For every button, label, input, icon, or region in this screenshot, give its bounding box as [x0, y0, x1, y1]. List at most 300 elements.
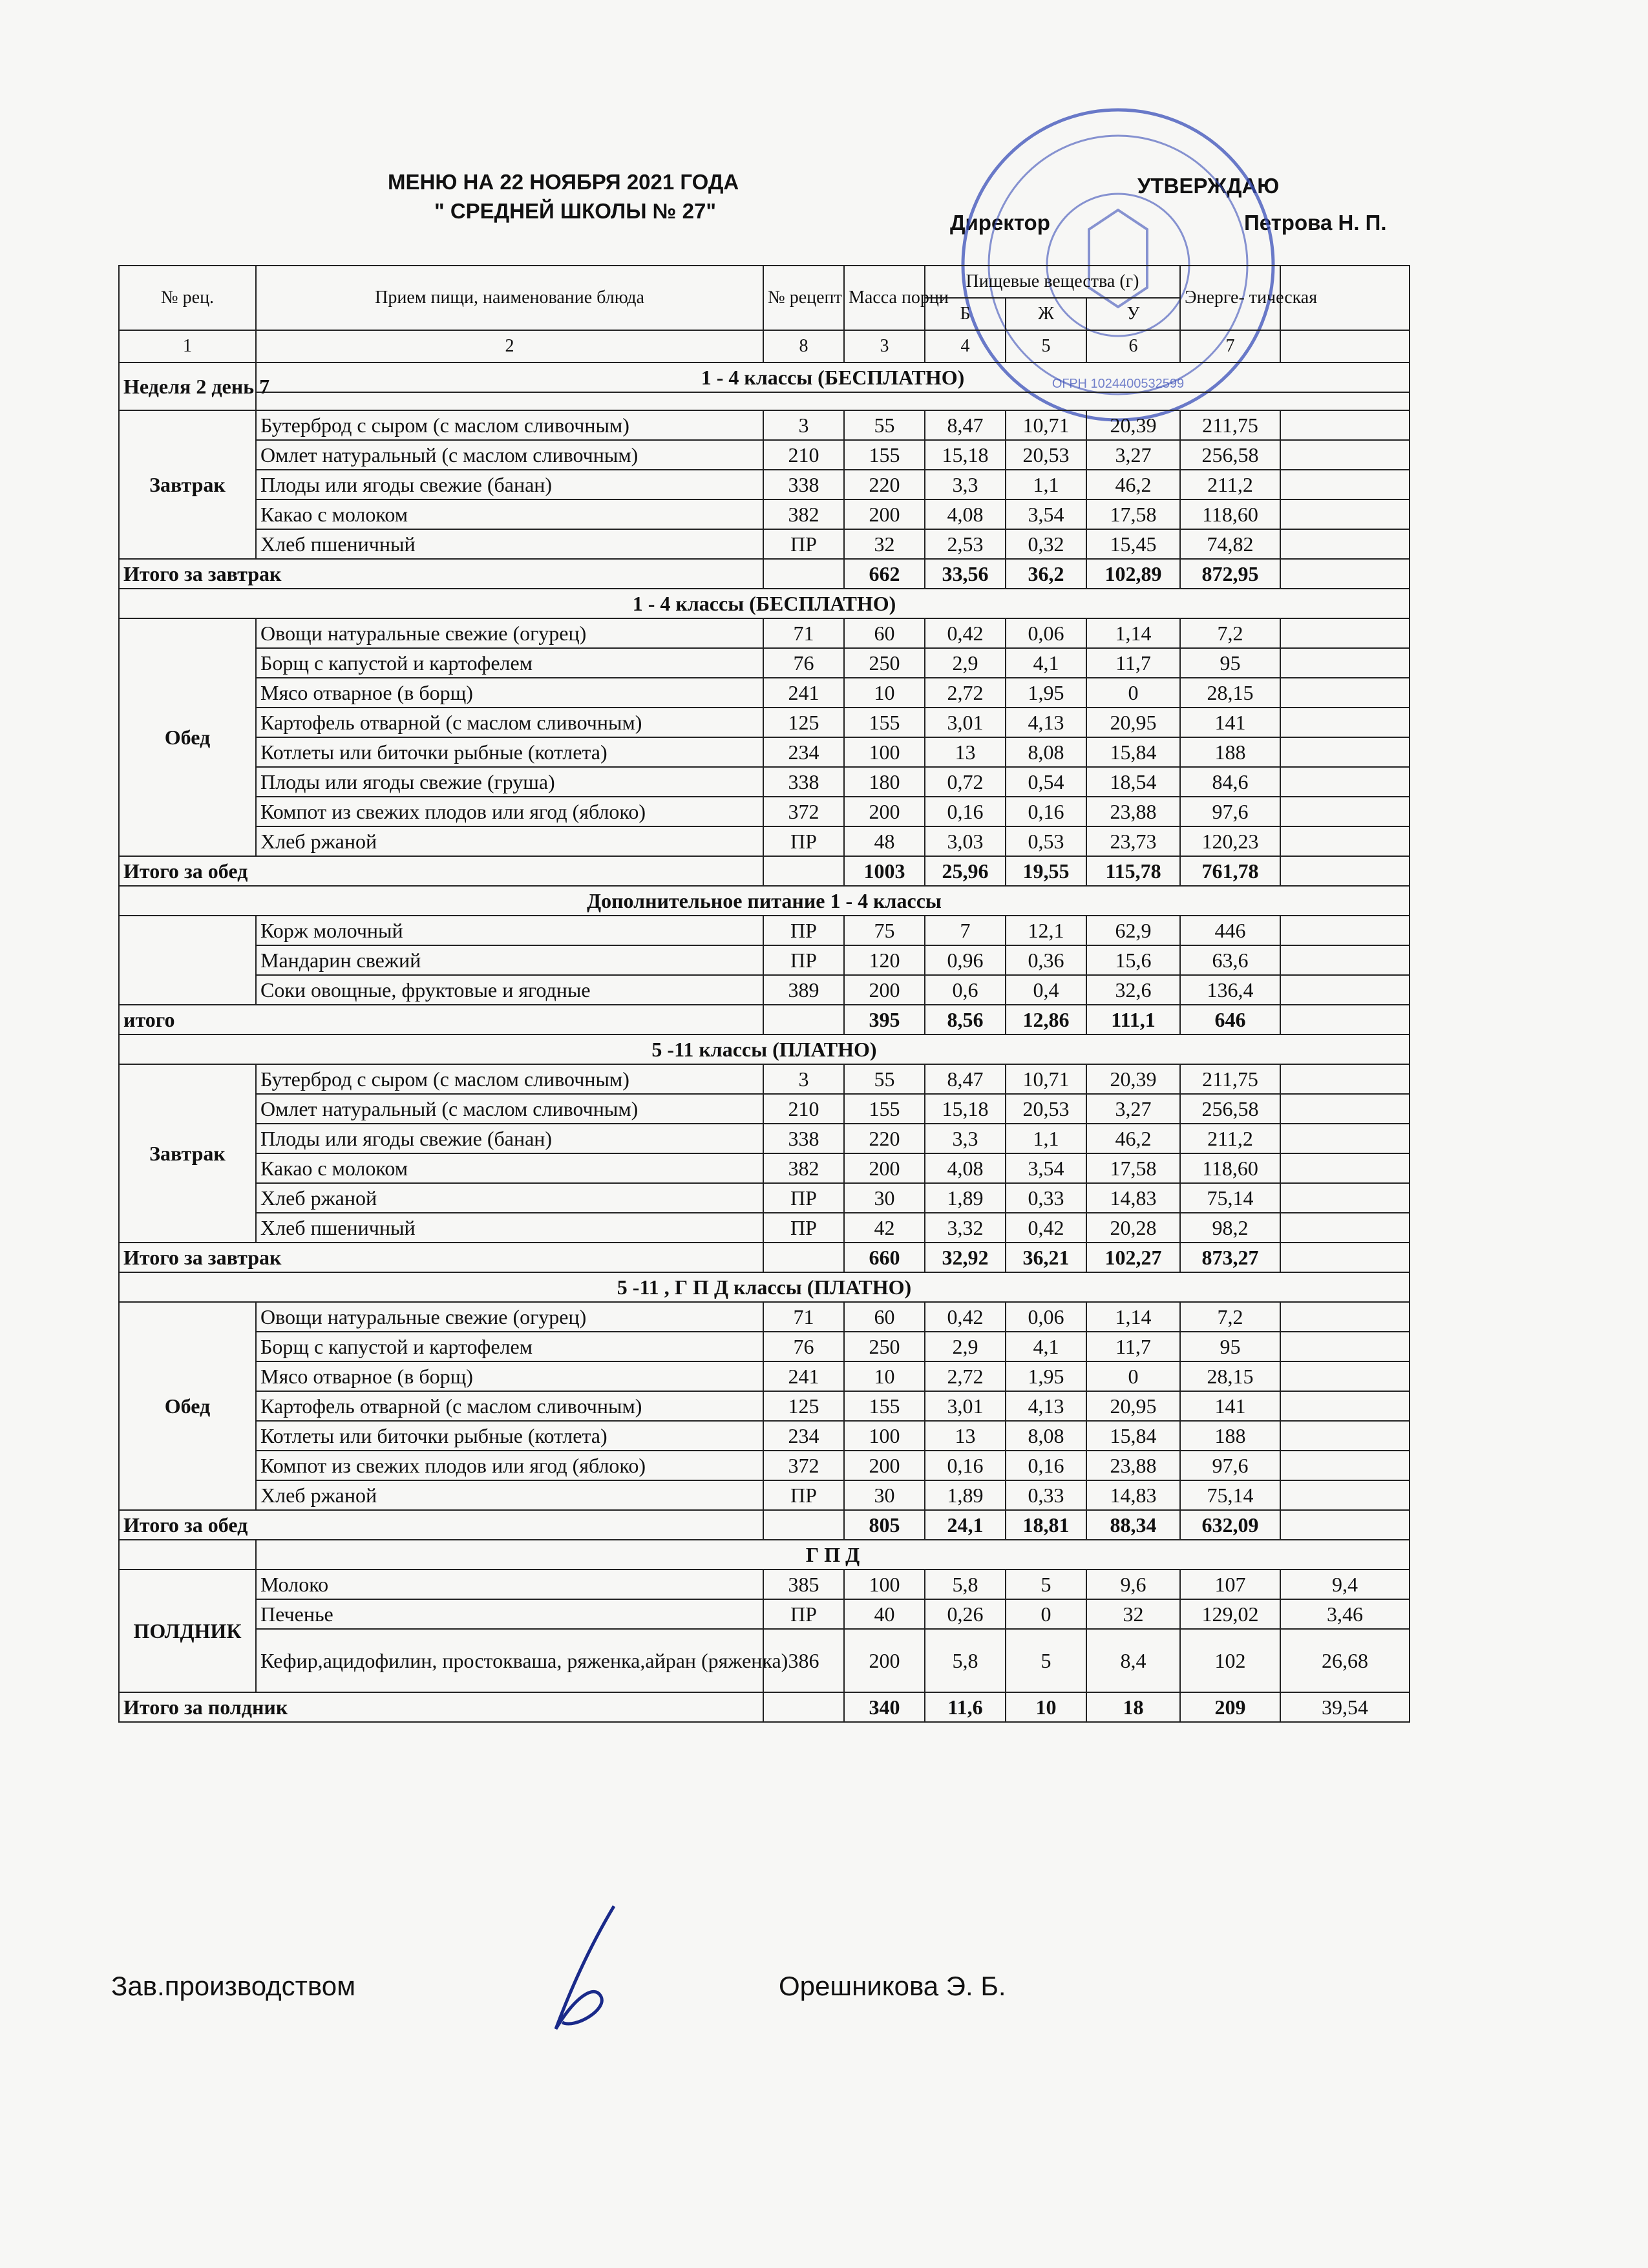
- cell-extra: 9,4: [1280, 1570, 1410, 1599]
- cell-value: 2,9: [925, 1332, 1006, 1361]
- total-value: 12,86: [1006, 1005, 1086, 1034]
- cell-value: 2,53: [925, 529, 1006, 559]
- cell-value: 5,8: [925, 1629, 1006, 1692]
- cell-value: 14,83: [1086, 1183, 1180, 1213]
- meal-label: Завтрак: [119, 1064, 256, 1243]
- section-breakfast-paid: [119, 1064, 1410, 1272]
- cell-value: 234: [763, 737, 844, 767]
- dish-name: Хлеб пшеничный: [256, 1213, 763, 1243]
- section-lunch-paid: [119, 1302, 1410, 1540]
- total-row: [119, 1005, 1410, 1034]
- cell-extra: [1280, 648, 1410, 678]
- cell-value: 1,1: [1006, 1124, 1086, 1153]
- dish-name: Плоды или ягоды свежие (банан): [256, 1124, 763, 1153]
- col-num-rec: № рец.: [119, 266, 256, 330]
- cell-value: 2,9: [925, 648, 1006, 678]
- cell-value: 0,96: [925, 945, 1006, 975]
- cell-value: 1,89: [925, 1480, 1006, 1510]
- cell-value: 386: [763, 1629, 844, 1692]
- total-value: 209: [1180, 1692, 1280, 1722]
- menu-row: [119, 1451, 1410, 1480]
- cell-value: 3,3: [925, 1124, 1006, 1153]
- section-breakfast-free: [119, 410, 1410, 589]
- cell-value: 100: [844, 737, 925, 767]
- dish-name: Плоды или ягоды свежие (груша): [256, 767, 763, 797]
- cell-value: 1,95: [1006, 1361, 1086, 1391]
- meal-label: Завтрак: [119, 410, 256, 559]
- total-row: [119, 1243, 1410, 1272]
- cell-value: 95: [1180, 1332, 1280, 1361]
- cell-value: 4,13: [1006, 1391, 1086, 1421]
- total-extra: [1280, 1005, 1410, 1034]
- cell-extra: [1280, 1183, 1410, 1213]
- cell-value: 20,95: [1086, 1391, 1180, 1421]
- cell-value: 5: [1006, 1629, 1086, 1692]
- cell-value: 1,95: [1006, 678, 1086, 708]
- cell-value: 55: [844, 1064, 925, 1094]
- meal-label: Обед: [119, 1302, 256, 1510]
- total-label: итого: [119, 1005, 763, 1034]
- total-value: 10: [1006, 1692, 1086, 1722]
- section-title: Г П Д: [256, 1540, 1410, 1570]
- col-recipe: № рецепт: [763, 266, 844, 330]
- cell-value: 3,54: [1006, 499, 1086, 529]
- column-header-row: [119, 266, 1410, 298]
- cell-extra: 26,68: [1280, 1629, 1410, 1692]
- cell-extra: [1280, 1480, 1410, 1510]
- cell-value: 10: [844, 678, 925, 708]
- total-value: 340: [844, 1692, 925, 1722]
- cell-value: 141: [1180, 1391, 1280, 1421]
- cell-extra: [1280, 945, 1410, 975]
- cell-value: 62,9: [1086, 916, 1180, 945]
- cell-value: ПР: [763, 1213, 844, 1243]
- total-value: 1003: [844, 856, 925, 886]
- cell-value: 0,42: [925, 618, 1006, 648]
- cell-value: 0,4: [1006, 975, 1086, 1005]
- cell-value: 75: [844, 916, 925, 945]
- cell-value: 234: [763, 1421, 844, 1451]
- cell-value: 200: [844, 1451, 925, 1480]
- cell-value: 0,54: [1006, 767, 1086, 797]
- cell-value: 15,84: [1086, 737, 1180, 767]
- cell-value: 211,75: [1180, 1064, 1280, 1094]
- cell-extra: [1280, 618, 1410, 648]
- cell-extra: [1280, 916, 1410, 945]
- cell-value: 8,47: [925, 410, 1006, 440]
- cell-value: 0,32: [1006, 529, 1086, 559]
- director-name: Петрова Н. П.: [1244, 211, 1387, 235]
- cell-extra: 3,46: [1280, 1599, 1410, 1629]
- cell-value: 125: [763, 1391, 844, 1421]
- section-title: 5 -11 классы (ПЛАТНО): [119, 1034, 1410, 1064]
- cell-extra: [1280, 410, 1410, 440]
- cell-value: 28,15: [1180, 1361, 1280, 1391]
- col-zh: Ж: [1006, 298, 1086, 330]
- cell-value: 211,2: [1180, 1124, 1280, 1153]
- cell-value: 3: [763, 1064, 844, 1094]
- total-value: 662: [844, 559, 925, 589]
- cell-value: 15,18: [925, 1094, 1006, 1124]
- cell-value: ПР: [763, 1480, 844, 1510]
- cell-value: 155: [844, 1094, 925, 1124]
- total-row: [119, 1692, 1410, 1722]
- col-name: Прием пищи, наименование блюда: [256, 266, 763, 330]
- menu-row: [119, 826, 1410, 856]
- total-value: 88,34: [1086, 1510, 1180, 1540]
- cell-value: 210: [763, 440, 844, 470]
- cell-value: 9,6: [1086, 1570, 1180, 1599]
- menu-row: [119, 529, 1410, 559]
- total-value: 115,78: [1086, 856, 1180, 886]
- cell-value: 28,15: [1180, 678, 1280, 708]
- cell-extra: [1280, 1064, 1410, 1094]
- cell-value: 1,14: [1086, 1302, 1180, 1332]
- cell-value: 20,53: [1006, 1094, 1086, 1124]
- cell-value: 200: [844, 797, 925, 826]
- cell-value: 8,08: [1006, 1421, 1086, 1451]
- menu-row: [119, 1124, 1410, 1153]
- cell-value: 12,1: [1006, 916, 1086, 945]
- cell-empty: [763, 1692, 844, 1722]
- cell-value: 155: [844, 1391, 925, 1421]
- menu-row: [119, 1064, 1410, 1094]
- total-value: 873,27: [1180, 1243, 1280, 1272]
- dish-name: Печенье: [256, 1599, 763, 1629]
- cell-value: 15,45: [1086, 529, 1180, 559]
- cell-value: 76: [763, 1332, 844, 1361]
- total-row: [119, 856, 1410, 886]
- menu-row: [119, 648, 1410, 678]
- total-value: 761,78: [1180, 856, 1280, 886]
- cell-value: ПР: [763, 826, 844, 856]
- cell-value: 136,4: [1180, 975, 1280, 1005]
- cell-value: 0,33: [1006, 1480, 1086, 1510]
- menu-row: [119, 1421, 1410, 1451]
- cell-value: 0,72: [925, 767, 1006, 797]
- total-value: 18,81: [1006, 1510, 1086, 1540]
- cell-extra: [1280, 1153, 1410, 1183]
- section-extra: [119, 916, 1410, 1034]
- cell-value: 100: [844, 1570, 925, 1599]
- dish-name: Какао с молоком: [256, 1153, 763, 1183]
- menu-row: [119, 1391, 1410, 1421]
- cell-value: 7,2: [1180, 1302, 1280, 1332]
- section-title: Дополнительное питание 1 - 4 классы: [119, 886, 1410, 916]
- dish-name: Картофель отварной (с маслом сливочным): [256, 1391, 763, 1421]
- cell-value: 8,4: [1086, 1629, 1180, 1692]
- section-title: 1 - 4 классы (БЕСПЛАТНО): [119, 589, 1410, 618]
- total-value: 36,2: [1006, 559, 1086, 589]
- cell-value: 15,18: [925, 440, 1006, 470]
- menu-row: [119, 1332, 1410, 1361]
- cell-extra: [1280, 737, 1410, 767]
- cell-value: 220: [844, 1124, 925, 1153]
- menu-row: [119, 1213, 1410, 1243]
- cell-value: 120,23: [1180, 826, 1280, 856]
- cell-value: 188: [1180, 1421, 1280, 1451]
- cell-value: 32,6: [1086, 975, 1180, 1005]
- total-value: 102,27: [1086, 1243, 1180, 1272]
- cell-value: 338: [763, 1124, 844, 1153]
- cell-value: 17,58: [1086, 499, 1180, 529]
- cell-value: 74,82: [1180, 529, 1280, 559]
- cell-extra: [1280, 826, 1410, 856]
- dish-name: Хлеб пшеничный: [256, 529, 763, 559]
- school-name: " СРЕДНЕЙ ШКОЛЫ № 27": [434, 199, 716, 223]
- cell-value: 18,54: [1086, 767, 1180, 797]
- cell-value: 188: [1180, 737, 1280, 767]
- cell-empty: [763, 1243, 844, 1272]
- cell-value: 40: [844, 1599, 925, 1629]
- dish-name: Мясо отварное (в борщ): [256, 1361, 763, 1391]
- meal-label: ПОЛДНИК: [119, 1570, 256, 1692]
- cell-value: 20,39: [1086, 1064, 1180, 1094]
- cell-value: 141: [1180, 708, 1280, 737]
- menu-table: [118, 265, 1410, 1723]
- total-value: 395: [844, 1005, 925, 1034]
- cell-value: 46,2: [1086, 470, 1180, 499]
- cell-value: 3,27: [1086, 1094, 1180, 1124]
- section-title: 1 - 4 классы (БЕСПЛАТНО): [256, 362, 1410, 392]
- cell-value: 1,14: [1086, 618, 1180, 648]
- dish-name: Картофель отварной (с маслом сливочным): [256, 708, 763, 737]
- cell-extra: [1280, 708, 1410, 737]
- cell-value: 200: [844, 499, 925, 529]
- col-b: Б: [925, 298, 1006, 330]
- cell-extra: [1280, 529, 1410, 559]
- cell-value: 30: [844, 1480, 925, 1510]
- cell-extra: [1280, 1124, 1410, 1153]
- cell-value: 20,28: [1086, 1213, 1180, 1243]
- total-value: 660: [844, 1243, 925, 1272]
- dish-name: Мандарин свежий: [256, 945, 763, 975]
- cell-value: 256,58: [1180, 440, 1280, 470]
- cell-value: 200: [844, 1153, 925, 1183]
- cell-value: 107: [1180, 1570, 1280, 1599]
- cell-value: 0,06: [1006, 1302, 1086, 1332]
- cell-value: 84,6: [1180, 767, 1280, 797]
- cell-value: 30: [844, 1183, 925, 1213]
- cell-value: 95: [1180, 648, 1280, 678]
- total-value: 24,1: [925, 1510, 1006, 1540]
- dish-name: Омлет натуральный (с маслом сливочным): [256, 1094, 763, 1124]
- cell-value: 372: [763, 1451, 844, 1480]
- cell-value: 211,75: [1180, 410, 1280, 440]
- menu-row: [119, 410, 1410, 440]
- cell-value: 338: [763, 767, 844, 797]
- cell-value: 11,7: [1086, 1332, 1180, 1361]
- dish-name: Бутерброд с сыром (с маслом сливочным): [256, 410, 763, 440]
- cell-value: 0,16: [925, 1451, 1006, 1480]
- menu-row: [119, 1153, 1410, 1183]
- dish-name: Котлеты или биточки рыбные (котлета): [256, 1421, 763, 1451]
- menu-row: [119, 1480, 1410, 1510]
- cell-extra: [1280, 1302, 1410, 1332]
- col-energy: Энерге- тическая: [1180, 266, 1280, 330]
- cell-value: ПР: [763, 1599, 844, 1629]
- total-value: 872,95: [1180, 559, 1280, 589]
- cell-value: 0: [1086, 678, 1180, 708]
- dish-name: Борщ с капустой и картофелем: [256, 648, 763, 678]
- cell-empty: [763, 1005, 844, 1034]
- cell-value: 256,58: [1180, 1094, 1280, 1124]
- total-extra: [1280, 1243, 1410, 1272]
- cell-value: 0,26: [925, 1599, 1006, 1629]
- cell-value: 382: [763, 499, 844, 529]
- cell-value: ПР: [763, 945, 844, 975]
- cell-value: 2,72: [925, 1361, 1006, 1391]
- cell-value: 8,47: [925, 1064, 1006, 1094]
- cell-value: 211,2: [1180, 470, 1280, 499]
- cell-value: ПР: [763, 1183, 844, 1213]
- menu-row: [119, 440, 1410, 470]
- cell-value: 5: [1006, 1570, 1086, 1599]
- total-extra: [1280, 559, 1410, 589]
- total-label: Итого за завтрак: [119, 559, 763, 589]
- total-value: 33,56: [925, 559, 1006, 589]
- cell-value: 20,95: [1086, 708, 1180, 737]
- menu-row: [119, 975, 1410, 1005]
- cell-value: 0: [1086, 1361, 1180, 1391]
- cell-value: 1,89: [925, 1183, 1006, 1213]
- cell-value: 3,54: [1006, 1153, 1086, 1183]
- cell-value: 14,83: [1086, 1480, 1180, 1510]
- cell-value: 0,53: [1006, 826, 1086, 856]
- col-u: У: [1086, 298, 1180, 330]
- column-number-row: 1 2 8 3 4 5 6 7: [119, 330, 1410, 362]
- cell-value: 46,2: [1086, 1124, 1180, 1153]
- menu-row: [119, 1094, 1410, 1124]
- footer-label: Зав.производством: [111, 1971, 355, 2001]
- total-extra: [1280, 1510, 1410, 1540]
- cell-extra: [1280, 767, 1410, 797]
- cell-value: 210: [763, 1094, 844, 1124]
- total-value: 11,6: [925, 1692, 1006, 1722]
- menu-title: МЕНЮ НА 22 НОЯБРЯ 2021 ГОДА: [388, 170, 739, 194]
- cell-value: 0,36: [1006, 945, 1086, 975]
- cell-value: 7,2: [1180, 618, 1280, 648]
- menu-row: [119, 1183, 1410, 1213]
- cell-value: ПР: [763, 529, 844, 559]
- cell-value: 3,32: [925, 1213, 1006, 1243]
- cell-value: 3,27: [1086, 440, 1180, 470]
- menu-row: [119, 737, 1410, 767]
- cell-value: 118,60: [1180, 1153, 1280, 1183]
- cell-value: 17,58: [1086, 1153, 1180, 1183]
- cell-value: 372: [763, 797, 844, 826]
- footer-name: Орешникова Э. Б.: [779, 1971, 1006, 2001]
- cell-extra: [1280, 1094, 1410, 1124]
- cell-extra: [1280, 1332, 1410, 1361]
- cell-value: 3,01: [925, 1391, 1006, 1421]
- meal-label: [119, 916, 256, 1005]
- director-label: Директор: [950, 211, 1050, 235]
- cell-value: 15,6: [1086, 945, 1180, 975]
- cell-extra: [1280, 1213, 1410, 1243]
- cell-extra: [1280, 797, 1410, 826]
- cell-value: 48: [844, 826, 925, 856]
- dish-name: Соки овощные, фруктовые и ягодные: [256, 975, 763, 1005]
- total-value: 646: [1180, 1005, 1280, 1034]
- cell-value: 23,73: [1086, 826, 1180, 856]
- cell-value: 13: [925, 737, 1006, 767]
- cell-value: 200: [844, 975, 925, 1005]
- cell-value: 0,16: [1006, 797, 1086, 826]
- cell-value: 389: [763, 975, 844, 1005]
- cell-extra: [1280, 975, 1410, 1005]
- cell-extra: [1280, 440, 1410, 470]
- cell-value: 97,6: [1180, 797, 1280, 826]
- cell-value: 4,1: [1006, 648, 1086, 678]
- section-snack: [119, 1570, 1410, 1722]
- section-title: 5 -11 , Г П Д классы (ПЛАТНО): [119, 1272, 1410, 1302]
- col-nutrients: Пищевые вещества (г): [925, 266, 1180, 298]
- cell-value: 75,14: [1180, 1183, 1280, 1213]
- cell-value: 60: [844, 618, 925, 648]
- dish-name: Омлет натуральный (с маслом сливочным): [256, 440, 763, 470]
- cell-value: 180: [844, 767, 925, 797]
- total-value: 19,55: [1006, 856, 1086, 886]
- dish-name: Плоды или ягоды свежие (банан): [256, 470, 763, 499]
- dish-name: Бутерброд с сыром (с маслом сливочным): [256, 1064, 763, 1094]
- total-value: 632,09: [1180, 1510, 1280, 1540]
- cell-value: 241: [763, 1361, 844, 1391]
- dish-name: Молоко: [256, 1570, 763, 1599]
- cell-value: 4,13: [1006, 708, 1086, 737]
- cell-extra: [1280, 1391, 1410, 1421]
- cell-value: 42: [844, 1213, 925, 1243]
- dish-name: Компот из свежих плодов или ягод (яблоко): [256, 797, 763, 826]
- total-label: Итого за полдник: [119, 1692, 763, 1722]
- total-row: [119, 559, 1410, 589]
- cell-value: 13: [925, 1421, 1006, 1451]
- cell-value: 23,88: [1086, 797, 1180, 826]
- cell-value: 4,08: [925, 499, 1006, 529]
- cell-value: 32: [1086, 1599, 1180, 1629]
- menu-row: [119, 678, 1410, 708]
- cell-value: 97,6: [1180, 1451, 1280, 1480]
- cell-value: 250: [844, 648, 925, 678]
- menu-row: [119, 470, 1410, 499]
- cell-value: 10,71: [1006, 410, 1086, 440]
- total-value: 18: [1086, 1692, 1180, 1722]
- cell-value: 0,16: [1006, 1451, 1086, 1480]
- menu-row: [119, 708, 1410, 737]
- menu-row: [119, 916, 1410, 945]
- cell-value: 7: [925, 916, 1006, 945]
- total-label: Итого за обед: [119, 856, 763, 886]
- dish-name: Хлеб ржаной: [256, 1480, 763, 1510]
- cell-value: 100: [844, 1421, 925, 1451]
- cell-value: 3,03: [925, 826, 1006, 856]
- total-value: 32,92: [925, 1243, 1006, 1272]
- menu-row: [119, 618, 1410, 648]
- cell-extra: [1280, 1361, 1410, 1391]
- total-label: Итого за завтрак: [119, 1243, 763, 1272]
- cell-value: 155: [844, 440, 925, 470]
- dish-name: Борщ с капустой и картофелем: [256, 1332, 763, 1361]
- cell-value: 102: [1180, 1629, 1280, 1692]
- menu-row: [119, 767, 1410, 797]
- cell-extra: [1280, 499, 1410, 529]
- menu-row: [119, 945, 1410, 975]
- cell-value: 129,02: [1180, 1599, 1280, 1629]
- cell-empty: [763, 1510, 844, 1540]
- col-mass: Масса порци: [844, 266, 925, 330]
- cell-value: 4,08: [925, 1153, 1006, 1183]
- menu-row: [119, 797, 1410, 826]
